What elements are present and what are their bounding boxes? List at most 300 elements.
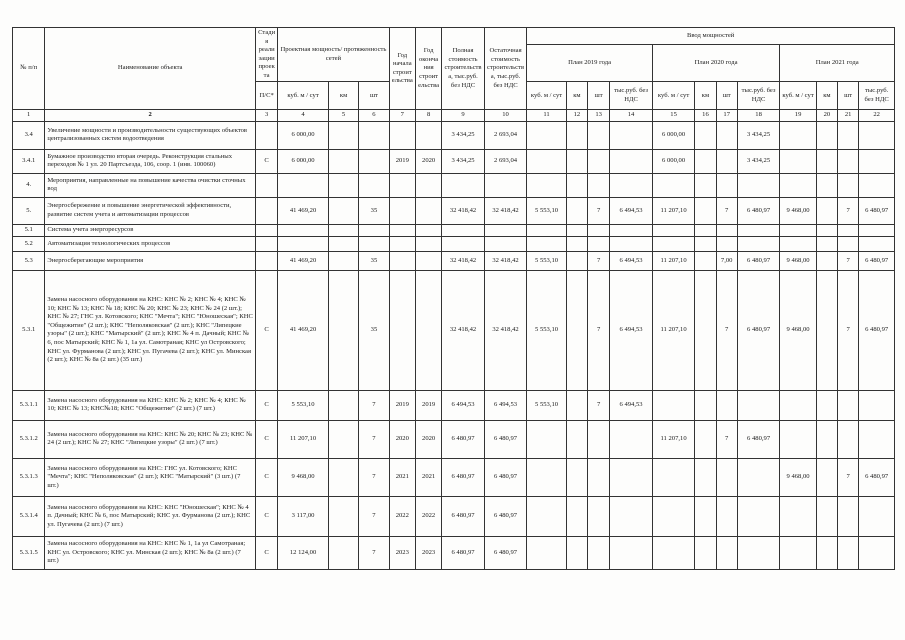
table-cell: 6 480,97	[484, 458, 527, 496]
header-unit-pcs-2021: шт	[838, 82, 859, 110]
row-number: 5.3.1.3	[13, 458, 45, 496]
table-cell: 11 207,10	[652, 270, 695, 390]
table-cell: С	[255, 496, 277, 536]
row-number: 5.3.1.2	[13, 420, 45, 458]
table-cell: 3 434,25	[737, 149, 780, 173]
table-cell: 6 494,53	[610, 390, 653, 420]
table-row	[13, 496, 895, 536]
object-name: Система учета энергоресурсов	[45, 224, 256, 236]
table-row	[13, 121, 895, 149]
column-number: 18	[737, 110, 780, 122]
table-cell	[527, 536, 566, 569]
object-name: Энергосбережение и повышение энергетической эффективности, развитие систем учета и автоматизации процессов	[45, 197, 256, 224]
table-cell	[838, 121, 859, 149]
table-cell	[859, 390, 895, 420]
table-cell	[415, 236, 441, 251]
table-cell	[415, 173, 441, 197]
table-cell	[652, 496, 695, 536]
object-name: Замена насосного оборудования на КНС: КНС № 1, 1а ул Самотраная; КНС ул. Островского; КНС ул. Минская (2 шт.); КНС № 8а (2 шт.) (7 шт.)	[45, 536, 256, 569]
column-number: 5	[328, 110, 358, 122]
header-unit-m3-2019: куб. м / сут	[527, 82, 566, 110]
table-cell	[328, 173, 358, 197]
table-cell	[566, 536, 587, 569]
table-cell	[695, 390, 716, 420]
header-plan-2020: План 2020 года	[652, 44, 780, 81]
table-cell	[716, 149, 737, 173]
header-unit-km-2019: км	[566, 82, 587, 110]
table-cell	[816, 149, 837, 173]
column-number: 1	[13, 110, 45, 122]
column-number: 13	[588, 110, 610, 122]
table-cell: 6 494,53	[610, 270, 653, 390]
table-cell	[816, 251, 837, 270]
column-number: 21	[838, 110, 859, 122]
table-cell: 6 494,53	[442, 390, 485, 420]
table-cell: 11 207,10	[652, 420, 695, 458]
table-cell	[442, 236, 485, 251]
table-cell	[255, 197, 277, 224]
table-cell	[859, 173, 895, 197]
table-cell: С	[255, 270, 277, 390]
table-cell	[527, 236, 566, 251]
table-cell: 3 434,25	[737, 121, 780, 149]
header-unit-pcs: шт	[359, 82, 389, 110]
column-number: 15	[652, 110, 695, 122]
header-year-end: Год окончания строительства	[415, 28, 441, 110]
table-cell	[389, 251, 415, 270]
table-cell: 7	[838, 458, 859, 496]
table-cell	[566, 251, 587, 270]
row-number: 5.3.1	[13, 270, 45, 390]
table-cell	[859, 149, 895, 173]
table-cell	[389, 197, 415, 224]
table-cell	[278, 173, 329, 197]
table-cell: 6 480,97	[442, 458, 485, 496]
table-cell	[255, 236, 277, 251]
table-cell	[566, 149, 587, 173]
object-name: Замена насосного оборудования на КНС: КНС № 2; КНС № 4; КНС № 10; КНС № 13; КНС № 18; КНС № 20; КНС № 23; КНС № 24 (2 шт.); КНС № 27; ГНС ул. Котовского; КНС "Мечта"; КНС "Юношеская"; КНС "Общежитие" (2 шт.); КНС "Неполяковская" (2 шт.); КНС "Липецкие узоры" (2 шт.); КНС "Матырский" (2 шт.); КНС № 4 п. Дачный; КНС № 6, пос Матырский; КНС № 1, 1а ул. Самотраная; КНС ул Островского; КНС ул. Фурманова (2 шт.); КНС ул. Пугачева (2 шт.); КНС ул. Минская (2 шт.); КНС № 8а (2 шт.) (35 шт.)	[45, 270, 256, 390]
table-cell	[816, 121, 837, 149]
table-cell	[816, 496, 837, 536]
column-number: 9	[442, 110, 485, 122]
table-cell	[716, 173, 737, 197]
column-number-row	[13, 110, 895, 122]
table-cell	[780, 496, 816, 536]
object-name: Замена насосного оборудования на КНС: ГНС ул. Котовского; КНС "Мечта"; КНС "Неполяковская" (2 шт.); КНС "Матырский" (3 шт.) (7 шт.)	[45, 458, 256, 496]
table-cell: 32 418,42	[442, 270, 485, 390]
table-cell: 6 480,97	[442, 420, 485, 458]
table-cell: 9 468,00	[780, 458, 816, 496]
header-commissioning: Ввод мощностей	[527, 28, 895, 45]
table-cell	[610, 458, 653, 496]
table-cell	[415, 121, 441, 149]
table-cell: 9 468,00	[780, 251, 816, 270]
table-cell	[859, 536, 895, 569]
table-cell	[328, 236, 358, 251]
header-unit-pcs-2019: шт	[588, 82, 610, 110]
table-cell	[328, 197, 358, 224]
table-cell: 6 480,97	[484, 496, 527, 536]
table-cell: 5 553,10	[278, 390, 329, 420]
table-cell	[527, 149, 566, 173]
table-cell	[859, 420, 895, 458]
table-cell: 7	[588, 390, 610, 420]
table-cell: 5 553,10	[527, 270, 566, 390]
table-cell	[716, 496, 737, 536]
column-number: 3	[255, 110, 277, 122]
object-name: Бумажное производство вторая очередь. Реконструкция стальных переходов № 1 ул. 20 Партсъезда, 106, соор. 1 (инв. 100060)	[45, 149, 256, 173]
table-cell	[838, 236, 859, 251]
header-unit-cost-2019: тыс.руб. без НДС	[610, 82, 653, 110]
table-cell	[566, 197, 587, 224]
table-cell	[652, 236, 695, 251]
table-cell: 2023	[415, 536, 441, 569]
table-cell	[859, 121, 895, 149]
column-number: 6	[359, 110, 389, 122]
table-cell	[588, 149, 610, 173]
table-cell: 2 693,04	[484, 121, 527, 149]
table-cell	[566, 173, 587, 197]
object-name: Замена насосного оборудования на КНС: КНС № 2; КНС № 4; КНС № 10; КНС № 13; КНС№18; КНС "Общежитие" (2 шт.) (7 шт.)	[45, 390, 256, 420]
row-number: 5.2	[13, 236, 45, 251]
row-number: 5.3.1.1	[13, 390, 45, 420]
table-cell: 32 418,42	[484, 270, 527, 390]
table-row	[13, 251, 895, 270]
table-cell	[255, 121, 277, 149]
table-cell	[610, 536, 653, 569]
table-cell	[442, 173, 485, 197]
table-cell	[566, 121, 587, 149]
table-row	[13, 390, 895, 420]
table-cell	[415, 270, 441, 390]
table-cell	[527, 173, 566, 197]
table-cell	[415, 197, 441, 224]
table-cell: С	[255, 536, 277, 569]
table-cell: 3 117,00	[278, 496, 329, 536]
table-cell	[442, 224, 485, 236]
table-cell	[816, 536, 837, 569]
column-number: 16	[695, 110, 716, 122]
table-cell	[588, 236, 610, 251]
row-number: 5.1	[13, 224, 45, 236]
table-cell: 6 480,97	[484, 536, 527, 569]
investment-program-table	[12, 27, 895, 570]
header-residual-cost: Остаточная стоимость строительства, тыс.руб. без НДС	[484, 28, 527, 110]
table-cell: 6 480,97	[859, 197, 895, 224]
table-cell	[838, 173, 859, 197]
table-cell	[359, 121, 389, 149]
table-cell: 7	[838, 270, 859, 390]
table-cell	[695, 536, 716, 569]
object-name: Замена насосного оборудования на КНС: КНС "Юношеская"; КНС № 4 п. Дачный; КНС № 6, пос Матырский; КНС ул. Фурманова (2 шт.); КНС ул. Пугачева (2 шт.) (7 шт.)	[45, 496, 256, 536]
column-number: 10	[484, 110, 527, 122]
table-row	[13, 224, 895, 236]
table-cell: 32 418,42	[442, 251, 485, 270]
table-cell	[695, 496, 716, 536]
table-cell: С	[255, 458, 277, 496]
table-cell	[816, 197, 837, 224]
table-cell	[737, 173, 780, 197]
table-cell	[255, 251, 277, 270]
column-number: 20	[816, 110, 837, 122]
table-cell: 35	[359, 197, 389, 224]
table-cell	[610, 149, 653, 173]
header-stage: Стадия реализации проекта	[255, 28, 277, 82]
object-name: Автоматизация технологических процессов	[45, 236, 256, 251]
row-number: 3.4	[13, 121, 45, 149]
table-cell	[716, 536, 737, 569]
table-cell: 6 494,53	[610, 197, 653, 224]
table-cell: 7	[838, 251, 859, 270]
column-number: 7	[389, 110, 415, 122]
table-cell	[328, 420, 358, 458]
table-cell	[566, 236, 587, 251]
table-cell	[328, 121, 358, 149]
table-cell	[328, 390, 358, 420]
table-cell: 6 480,97	[484, 420, 527, 458]
table-cell	[610, 224, 653, 236]
header-capacity: Проектная мощность/ протяженность сетей	[278, 28, 389, 82]
table-cell: 7,00	[716, 251, 737, 270]
table-cell	[389, 173, 415, 197]
table-cell	[695, 458, 716, 496]
table-cell: С	[255, 149, 277, 173]
table-cell	[484, 236, 527, 251]
table-cell	[838, 536, 859, 569]
table-cell: 9 468,00	[780, 197, 816, 224]
table-cell: 41 469,20	[278, 251, 329, 270]
table-cell	[652, 458, 695, 496]
table-cell	[695, 149, 716, 173]
header-unit-km-2021: км	[816, 82, 837, 110]
table-cell	[566, 390, 587, 420]
table-cell	[359, 236, 389, 251]
table-cell	[716, 236, 737, 251]
table-cell: 2019	[389, 149, 415, 173]
column-number: 12	[566, 110, 587, 122]
table-cell: 7	[588, 251, 610, 270]
table-cell	[838, 149, 859, 173]
table-cell: 6 000,00	[652, 121, 695, 149]
header-unit-m3-2020: куб. м / сут	[652, 82, 695, 110]
table-cell: 5 553,10	[527, 251, 566, 270]
header-unit-cost-2021: тыс.руб. без НДС	[859, 82, 895, 110]
table-cell: 7	[716, 270, 737, 390]
table-cell: 6 480,97	[859, 251, 895, 270]
table-cell	[780, 224, 816, 236]
header-plan-2019: План 2019 года	[527, 44, 653, 81]
table-cell: 7	[359, 496, 389, 536]
table-cell: 7	[716, 420, 737, 458]
table-cell	[780, 236, 816, 251]
table-cell	[328, 496, 358, 536]
table-cell	[484, 224, 527, 236]
table-cell	[695, 121, 716, 149]
table-cell: 32 418,42	[484, 251, 527, 270]
table-cell	[255, 173, 277, 197]
table-cell: 5 553,10	[527, 390, 566, 420]
table-cell	[838, 420, 859, 458]
table-cell	[695, 197, 716, 224]
table-cell	[838, 390, 859, 420]
table-cell	[328, 270, 358, 390]
table-cell	[816, 270, 837, 390]
table-cell	[588, 224, 610, 236]
table-cell: 2019	[415, 390, 441, 420]
table-cell: 41 469,20	[278, 197, 329, 224]
table-cell	[859, 236, 895, 251]
row-number: 5.3.1.5	[13, 536, 45, 569]
table-cell: 41 469,20	[278, 270, 329, 390]
table-cell	[588, 536, 610, 569]
object-name: Мероприятия, направленные на повышение качества очистки сточных вод	[45, 173, 256, 197]
table-cell: 12 124,00	[278, 536, 329, 569]
table-cell	[816, 390, 837, 420]
table-cell	[527, 458, 566, 496]
header-unit-m3-2021: куб. м / сут	[780, 82, 816, 110]
table-cell	[610, 121, 653, 149]
table-row	[13, 420, 895, 458]
table-cell	[695, 270, 716, 390]
table-cell: 7	[359, 536, 389, 569]
column-number: 22	[859, 110, 895, 122]
header-unit-km-2020: км	[695, 82, 716, 110]
table-cell	[610, 496, 653, 536]
table-cell	[588, 173, 610, 197]
object-name: Увеличение мощности и производительности существующих объектов централизованных систем водоотведения	[45, 121, 256, 149]
table-cell	[359, 173, 389, 197]
table-cell: 11 207,10	[278, 420, 329, 458]
table-cell: 2020	[389, 420, 415, 458]
row-number: 5.	[13, 197, 45, 224]
table-cell	[610, 173, 653, 197]
table-cell	[328, 251, 358, 270]
table-cell	[780, 121, 816, 149]
table-cell: 7	[588, 270, 610, 390]
table-cell: 35	[359, 270, 389, 390]
table-cell	[255, 224, 277, 236]
table-cell	[389, 236, 415, 251]
table-cell: 11 207,10	[652, 251, 695, 270]
table-cell: 6 000,00	[278, 121, 329, 149]
row-number: 5.3	[13, 251, 45, 270]
table-row	[13, 458, 895, 496]
table-cell	[716, 390, 737, 420]
table-cell: 2022	[389, 496, 415, 536]
table-cell: 2021	[389, 458, 415, 496]
table-cell	[389, 121, 415, 149]
table-cell: 6 480,97	[737, 270, 780, 390]
table-cell	[780, 173, 816, 197]
table-cell	[415, 224, 441, 236]
table-cell	[484, 173, 527, 197]
table-cell	[652, 173, 695, 197]
header-unit-cost-2020: тыс.руб. без НДС	[737, 82, 780, 110]
table-cell	[566, 496, 587, 536]
table-cell: 6 480,97	[737, 251, 780, 270]
table-cell	[695, 224, 716, 236]
table-cell: 2020	[415, 149, 441, 173]
table-row	[13, 236, 895, 251]
table-cell	[859, 224, 895, 236]
table-cell	[527, 496, 566, 536]
column-number: 2	[45, 110, 256, 122]
table-row	[13, 536, 895, 569]
table-cell: 2021	[415, 458, 441, 496]
row-number: 5.3.1.4	[13, 496, 45, 536]
header-unit-pcs-2020: шт	[716, 82, 737, 110]
table-cell: 32 418,42	[484, 197, 527, 224]
column-number: 17	[716, 110, 737, 122]
table-cell: 6 480,97	[442, 496, 485, 536]
header-num: № п/п	[13, 28, 45, 110]
table-cell: 6 480,97	[737, 420, 780, 458]
table-cell	[838, 496, 859, 536]
table-cell: 6 494,53	[610, 251, 653, 270]
table-cell	[328, 149, 358, 173]
table-row	[13, 173, 895, 197]
table-cell	[610, 236, 653, 251]
table-cell	[816, 224, 837, 236]
column-number: 19	[780, 110, 816, 122]
table-cell	[816, 420, 837, 458]
column-number: 14	[610, 110, 653, 122]
table-cell	[389, 270, 415, 390]
table-cell: 7	[838, 197, 859, 224]
table-cell	[737, 236, 780, 251]
table-cell	[328, 536, 358, 569]
object-name: Замена насосного оборудования на КНС: КНС № 20; КНС № 23; КНС № 24 (2 шт.); КНС № 27; КНС "Липецкие узоры" (2 шт.) (7 шт.)	[45, 420, 256, 458]
table-cell: 6 480,97	[737, 197, 780, 224]
table-cell: 11 207,10	[652, 197, 695, 224]
table-cell	[610, 420, 653, 458]
table-cell	[780, 420, 816, 458]
table-cell: 6 480,97	[859, 458, 895, 496]
column-number: 4	[278, 110, 329, 122]
table-cell	[838, 224, 859, 236]
table-cell	[328, 224, 358, 236]
table-cell	[780, 536, 816, 569]
table-cell	[695, 173, 716, 197]
table-row	[13, 270, 895, 390]
table-cell: 2023	[389, 536, 415, 569]
table-cell: 6 480,97	[442, 536, 485, 569]
column-number: 8	[415, 110, 441, 122]
table-cell	[737, 458, 780, 496]
table-cell: 35	[359, 251, 389, 270]
table-cell: 6 000,00	[278, 149, 329, 173]
table-cell	[389, 224, 415, 236]
header-pc: П/С*	[255, 82, 277, 110]
table-row	[13, 197, 895, 224]
table-cell	[566, 458, 587, 496]
table-cell: 2022	[415, 496, 441, 536]
table-cell	[780, 390, 816, 420]
table-cell	[695, 420, 716, 458]
table-cell	[588, 496, 610, 536]
table-cell	[652, 224, 695, 236]
header-plan-2021: План 2021 года	[780, 44, 895, 81]
header-full-cost: Полная стоимость строительства, тыс.руб. без НДС	[442, 28, 485, 110]
table-cell: 2 693,04	[484, 149, 527, 173]
header-unit-km: км	[328, 82, 358, 110]
column-number: 11	[527, 110, 566, 122]
table-cell	[816, 173, 837, 197]
table-cell	[816, 236, 837, 251]
table-cell: 7	[359, 390, 389, 420]
table-cell	[527, 420, 566, 458]
table-cell: 7	[716, 197, 737, 224]
